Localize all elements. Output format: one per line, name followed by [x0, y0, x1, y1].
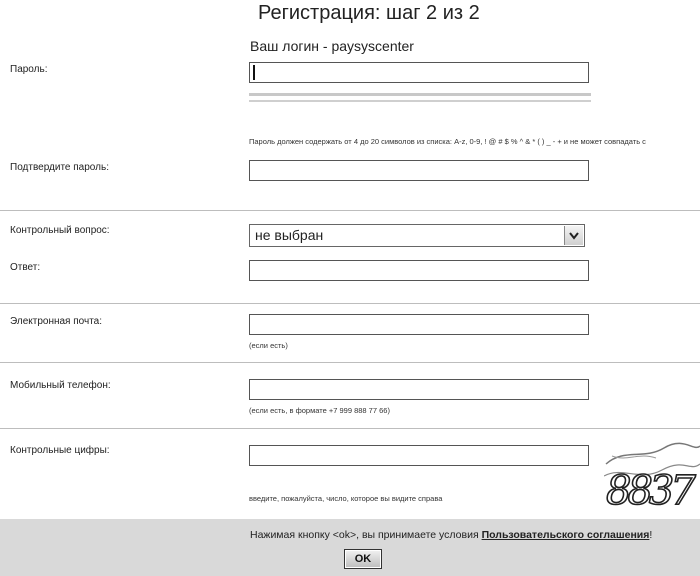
confirm-password-label: Подтвердите пароль:: [10, 162, 109, 173]
mobile-hint: (если есть, в формате +7 999 888 77 66): [249, 406, 390, 415]
captcha-hint: введите, пожалуйста, число, которое вы видите справа: [249, 494, 443, 503]
password-strength-bar-underline: [249, 100, 591, 102]
password-hint: Пароль должен содержать от 4 до 20 символов из списка: A-z, 0-9, ! @ # $ % ^ & * ( ) _ - + и не может совпадать с: [249, 137, 646, 146]
page-title: Регистрация: шаг 2 из 2: [258, 2, 480, 24]
security-question-value: не выбран: [255, 227, 324, 243]
terms-text: [250, 529, 652, 541]
email-input[interactable]: [249, 314, 589, 335]
password-strength-bar: [249, 93, 591, 96]
chevron-down-icon[interactable]: [564, 226, 583, 245]
terms-link[interactable]: Пользовательского соглашения: [481, 529, 650, 541]
section-divider: [0, 210, 700, 211]
ok-button[interactable]: OK: [344, 549, 382, 569]
text-caret: [253, 65, 255, 80]
terms-suffix: !: [649, 529, 653, 541]
mobile-label: Мобильный телефон:: [10, 380, 111, 391]
section-divider: [0, 428, 700, 429]
security-question-select[interactable]: [249, 224, 585, 247]
captcha-label: Контрольные цифры:: [10, 445, 110, 456]
email-label: Электронная почта:: [10, 316, 103, 327]
terms-prefix: Нажимая кнопку <ok>, вы принимаете условия: [250, 529, 482, 541]
captcha-text: 8837: [606, 468, 692, 512]
captcha-input[interactable]: [249, 445, 589, 466]
answer-input[interactable]: [249, 260, 589, 281]
login-display: Ваш логин - paysyscenter: [250, 38, 414, 54]
security-question-label: Контрольный вопрос:: [10, 225, 110, 236]
mobile-input[interactable]: [249, 379, 589, 400]
email-hint: (если есть): [249, 341, 288, 350]
section-divider: [0, 362, 700, 363]
password-input[interactable]: [249, 62, 589, 83]
password-label: Пароль:: [10, 64, 48, 75]
confirm-password-input[interactable]: [249, 160, 589, 181]
captcha-image: [604, 442, 700, 512]
section-divider: [0, 303, 700, 304]
answer-label: Ответ:: [10, 262, 41, 273]
